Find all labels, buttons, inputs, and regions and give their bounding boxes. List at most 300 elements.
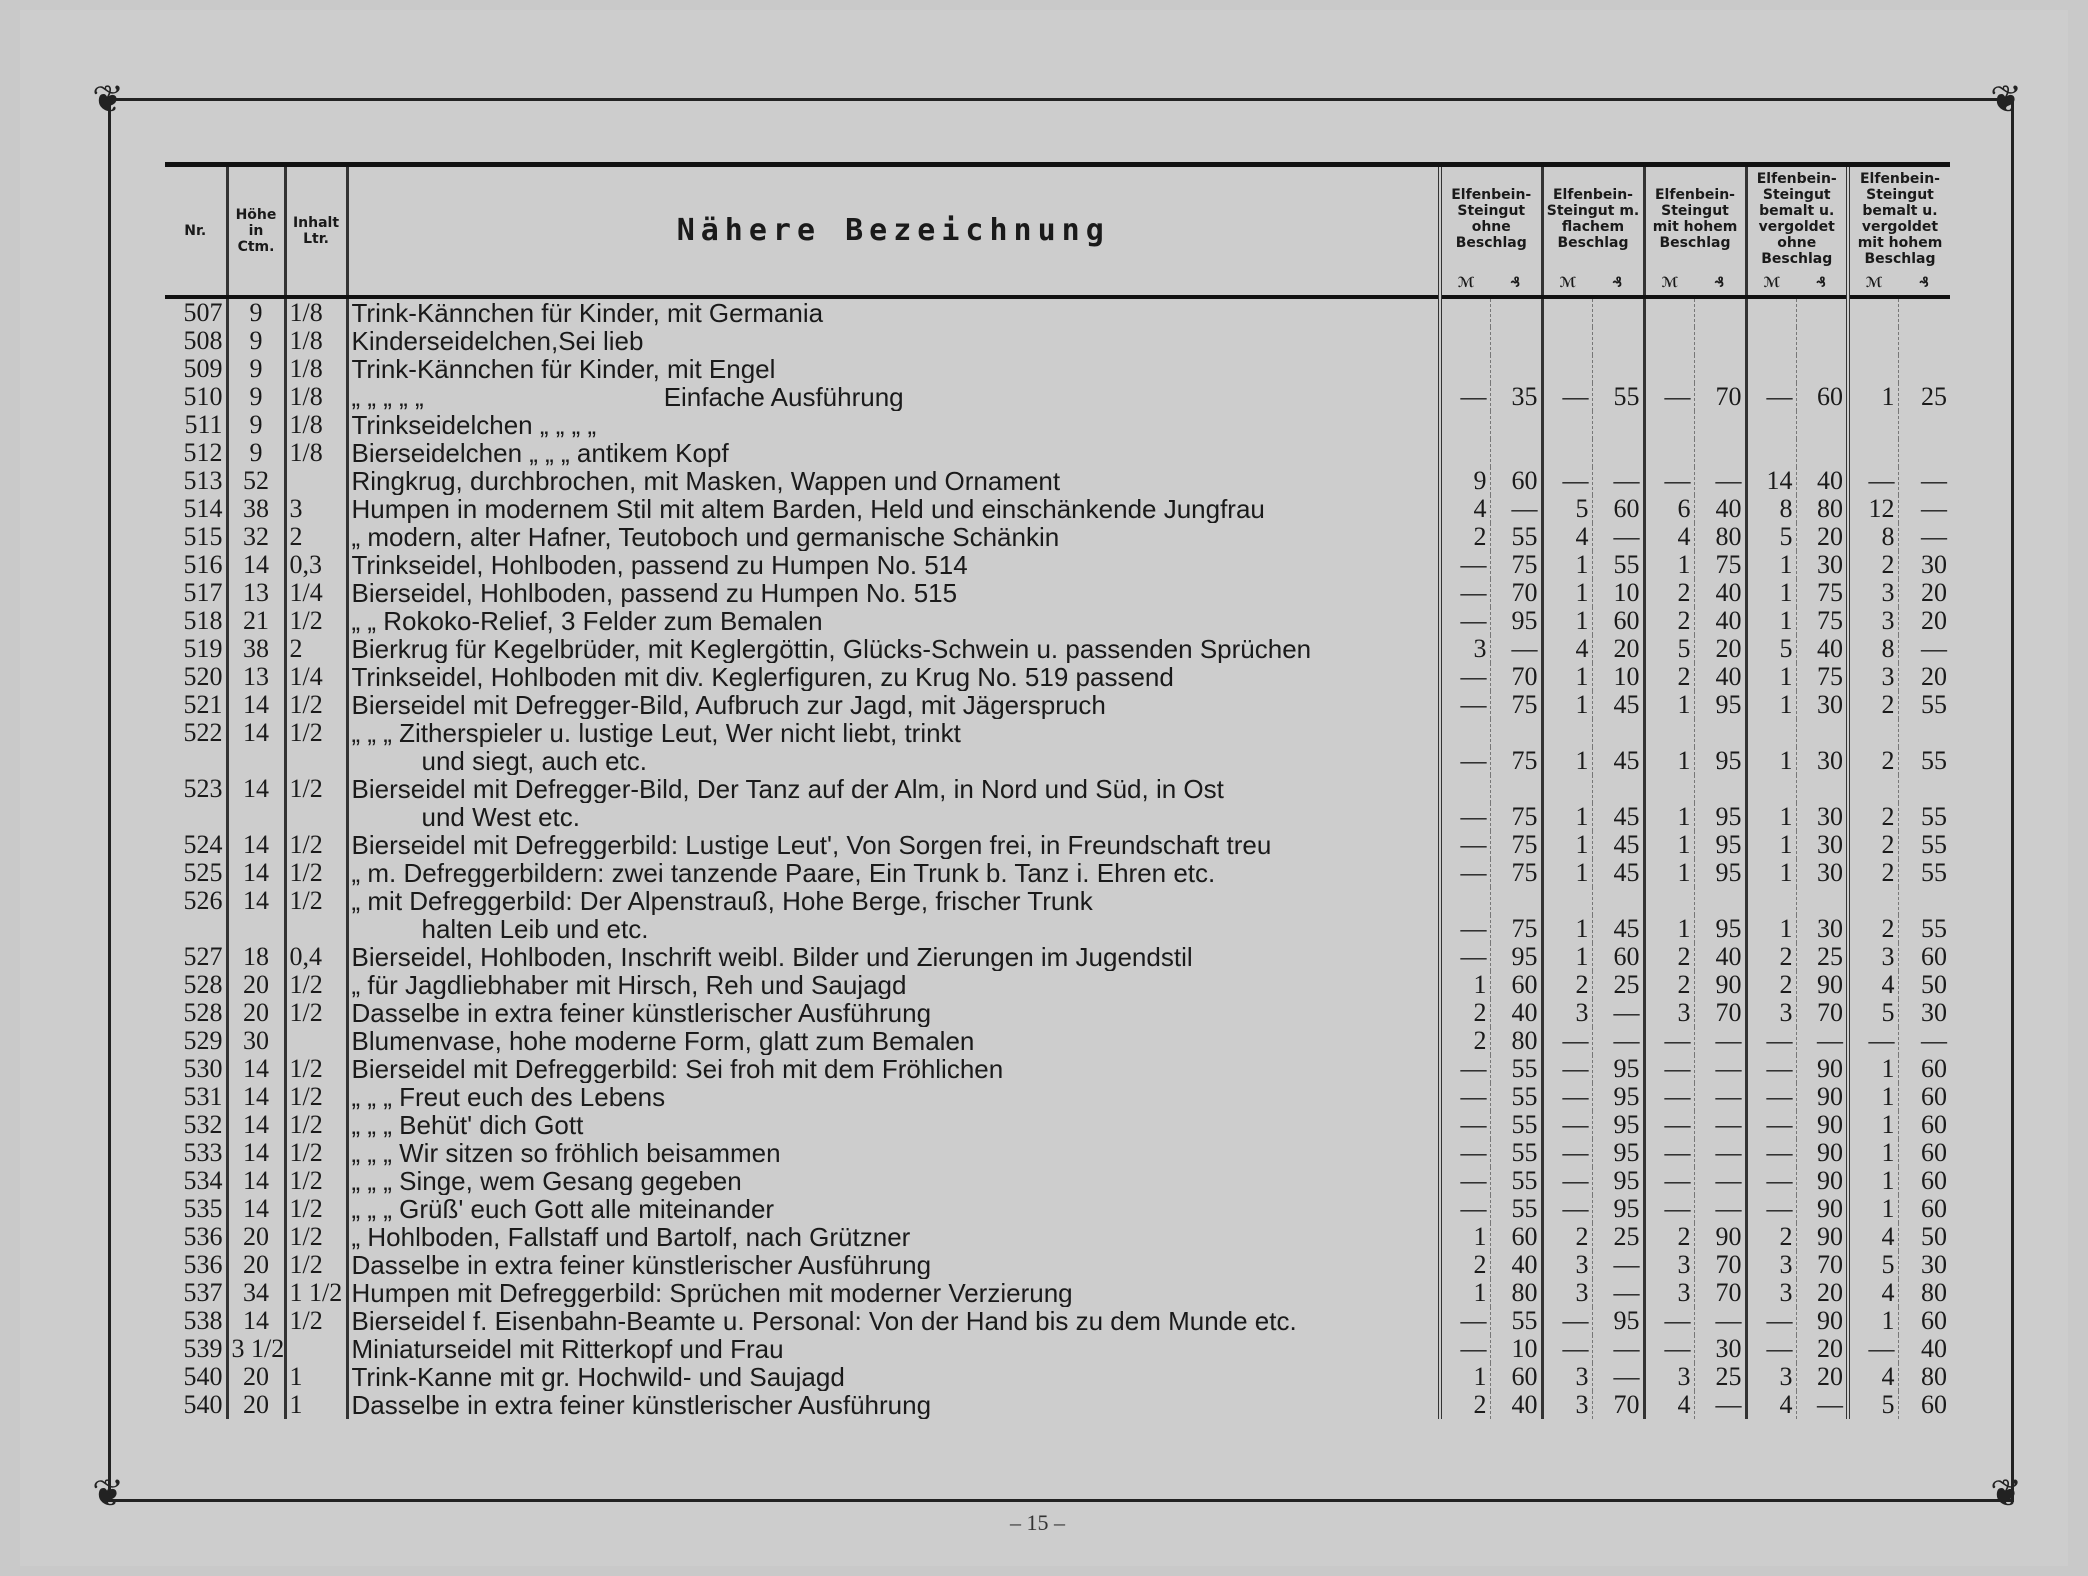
price-mark: 1 bbox=[1746, 551, 1796, 579]
item-description-text: Dasselbe in extra feiner künstlerischer Ausführung bbox=[351, 999, 932, 1027]
price-pfennig bbox=[1694, 411, 1746, 439]
item-description bbox=[347, 1223, 1440, 1251]
price-pfennig: 90 bbox=[1796, 971, 1848, 999]
item-volume: 1/2 bbox=[285, 1307, 347, 1335]
item-height bbox=[227, 803, 285, 831]
item-number: 521 bbox=[183, 690, 223, 719]
price-pfennig: 45 bbox=[1592, 859, 1644, 887]
price-mark: 3 bbox=[1644, 1279, 1694, 1307]
price-pfennig: 10 bbox=[1490, 1335, 1542, 1363]
price-mark: 12 bbox=[1848, 495, 1898, 523]
catalog-page bbox=[20, 10, 2068, 1566]
table-row-continuation bbox=[165, 747, 1950, 775]
price-pfennig: 95 bbox=[1694, 859, 1746, 887]
item-description bbox=[347, 1083, 1440, 1111]
price-pfennig: 20 bbox=[1898, 579, 1950, 607]
header-title: Nähere Bezeichnung bbox=[347, 165, 1440, 298]
item-description-text: Trink-Kanne mit gr. Hochwild- und Saujagd bbox=[351, 1363, 845, 1391]
price-mark bbox=[1848, 411, 1898, 439]
item-description bbox=[347, 1027, 1440, 1055]
price-mark: — bbox=[1644, 1195, 1694, 1223]
price-pfennig: 95 bbox=[1592, 1167, 1644, 1195]
price-pfennig bbox=[1796, 411, 1848, 439]
price-pfennig: — bbox=[1898, 467, 1950, 495]
price-mark: — bbox=[1644, 1167, 1694, 1195]
price-mark: 1 bbox=[1746, 803, 1796, 831]
price-mark: 5 bbox=[1542, 495, 1592, 523]
price-pfennig: 20 bbox=[1796, 1363, 1848, 1391]
price-pfennig: 60 bbox=[1592, 943, 1644, 971]
price-mark: 1 bbox=[1542, 803, 1592, 831]
table-row bbox=[165, 859, 1950, 887]
price-mark bbox=[1440, 439, 1490, 467]
item-description-text: Bierseidel f. Eisenbahn-Beamte u. Personal: Von der Hand bis zu dem Munde etc. bbox=[351, 1307, 1297, 1335]
item-volume: 1/4 bbox=[285, 579, 347, 607]
price-pfennig: 70 bbox=[1490, 579, 1542, 607]
item-description-text: „ mit Defreggerbild: Der Alpenstrauß, Hohe Berge, frischer Trunk bbox=[351, 887, 1093, 915]
price-pfennig bbox=[1490, 355, 1542, 383]
item-description-text: Trinkseidel, Hohlboden, passend zu Humpen No. 514 bbox=[351, 551, 968, 579]
price-pfennig bbox=[1592, 411, 1644, 439]
price-mark: 2 bbox=[1848, 915, 1898, 943]
item-description-text: Kinderseidelchen,Sei lieb bbox=[351, 327, 644, 355]
price-pfennig: 30 bbox=[1796, 859, 1848, 887]
price-mark: — bbox=[1746, 1335, 1796, 1363]
price-mark: 1 bbox=[1644, 551, 1694, 579]
price-pfennig bbox=[1898, 327, 1950, 355]
table-body bbox=[165, 297, 1950, 1419]
unit-mark: ℳ bbox=[1848, 271, 1898, 297]
item-description bbox=[347, 1195, 1440, 1223]
price-mark: 2 bbox=[1644, 663, 1694, 691]
item-volume: 1/8 bbox=[285, 411, 347, 439]
item-number: 529 bbox=[183, 1026, 223, 1055]
price-mark: 4 bbox=[1848, 1363, 1898, 1391]
price-pfennig: 20 bbox=[1796, 523, 1848, 551]
price-mark: 5 bbox=[1848, 999, 1898, 1027]
price-pfennig: 70 bbox=[1796, 1251, 1848, 1279]
price-mark bbox=[1746, 327, 1796, 355]
price-mark bbox=[1440, 719, 1490, 747]
price-pfennig: 25 bbox=[1592, 1223, 1644, 1251]
table-row bbox=[165, 1223, 1950, 1251]
item-description-text: „ m. Defreggerbildern: zwei tanzende Paare, Ein Trunk b. Tanz i. Ehren etc. bbox=[351, 859, 1216, 887]
price-mark bbox=[1440, 327, 1490, 355]
price-mark: — bbox=[1644, 1027, 1694, 1055]
price-mark: 14 bbox=[1746, 467, 1796, 495]
header-price-col-3: Elfenbein-Steingut mit hohem Beschlag bbox=[1644, 165, 1746, 272]
item-height: 38 bbox=[227, 635, 285, 663]
table-row bbox=[165, 999, 1950, 1027]
item-number: 522 bbox=[183, 718, 223, 747]
price-mark bbox=[1542, 439, 1592, 467]
price-pfennig: 70 bbox=[1694, 1251, 1746, 1279]
item-volume: 1/8 bbox=[285, 439, 347, 467]
item-volume: 0,3 bbox=[285, 551, 347, 579]
item-height: 14 bbox=[227, 1111, 285, 1139]
item-description-text: Ringkrug, durchbrochen, mit Masken, Wappen und Ornament bbox=[351, 467, 1061, 495]
item-height: 13 bbox=[227, 579, 285, 607]
table-row bbox=[165, 1139, 1950, 1167]
item-volume: 1/8 bbox=[285, 355, 347, 383]
price-pfennig: 30 bbox=[1796, 747, 1848, 775]
price-pfennig: 45 bbox=[1592, 831, 1644, 859]
scroll-ornament-icon: ❦ bbox=[1990, 1473, 2022, 1515]
item-description bbox=[347, 383, 1440, 411]
item-height: 20 bbox=[227, 1251, 285, 1279]
price-pfennig: 60 bbox=[1490, 971, 1542, 999]
item-height: 20 bbox=[227, 1223, 285, 1251]
table-row bbox=[165, 607, 1950, 635]
price-mark: — bbox=[1848, 1335, 1898, 1363]
price-mark: — bbox=[1542, 1027, 1592, 1055]
price-mark: 2 bbox=[1644, 971, 1694, 999]
item-description bbox=[347, 691, 1440, 719]
price-mark: 1 bbox=[1542, 663, 1592, 691]
price-mark: — bbox=[1440, 663, 1490, 691]
price-pfennig: 95 bbox=[1694, 747, 1746, 775]
price-pfennig bbox=[1796, 327, 1848, 355]
item-description-text: Humpen mit Defreggerbild: Sprüchen mit moderner Verzierung bbox=[351, 1279, 1073, 1307]
item-height: 9 bbox=[227, 355, 285, 383]
item-number: 537 bbox=[183, 1278, 223, 1307]
item-volume: 1/2 bbox=[285, 859, 347, 887]
table-row bbox=[165, 523, 1950, 551]
table-row bbox=[165, 439, 1950, 467]
item-description-text: „ „ „ „ „ bbox=[351, 383, 424, 411]
price-mark: 2 bbox=[1440, 1391, 1490, 1419]
item-description bbox=[347, 579, 1440, 607]
price-mark bbox=[1746, 719, 1796, 747]
price-pfennig: 30 bbox=[1796, 551, 1848, 579]
price-mark: 1 bbox=[1440, 1279, 1490, 1307]
price-mark: 1 bbox=[1746, 747, 1796, 775]
item-description bbox=[347, 439, 1440, 467]
price-pfennig: 75 bbox=[1796, 579, 1848, 607]
scroll-ornament-icon: ❦ bbox=[1990, 79, 2022, 121]
price-mark: 8 bbox=[1848, 635, 1898, 663]
item-number: 512 bbox=[183, 438, 223, 467]
price-mark: 1 bbox=[1746, 691, 1796, 719]
price-mark: 1 bbox=[1644, 691, 1694, 719]
table-row bbox=[165, 1111, 1950, 1139]
item-description bbox=[347, 915, 1440, 943]
item-description bbox=[347, 1391, 1440, 1419]
unit-pf: ₰ bbox=[1898, 271, 1950, 297]
item-height: 14 bbox=[227, 1083, 285, 1111]
price-mark bbox=[1746, 887, 1796, 915]
price-mark: 3 bbox=[1440, 635, 1490, 663]
price-mark: 1 bbox=[1644, 831, 1694, 859]
price-pfennig: 60 bbox=[1898, 1139, 1950, 1167]
price-pfennig bbox=[1490, 887, 1542, 915]
price-pfennig: 95 bbox=[1592, 1307, 1644, 1335]
price-mark bbox=[1542, 297, 1592, 327]
price-pfennig bbox=[1898, 719, 1950, 747]
item-number: 528 bbox=[183, 970, 223, 999]
item-number: 516 bbox=[183, 550, 223, 579]
table-header bbox=[165, 165, 1950, 272]
price-pfennig bbox=[1694, 355, 1746, 383]
price-mark: 1 bbox=[1746, 663, 1796, 691]
item-volume: 1/2 bbox=[285, 1139, 347, 1167]
item-volume: 1/2 bbox=[285, 971, 347, 999]
item-volume: 1/2 bbox=[285, 607, 347, 635]
item-description-text: „ für Jagdliebhaber mit Hirsch, Reh und Saujagd bbox=[351, 971, 907, 999]
item-number bbox=[165, 803, 227, 831]
price-pfennig: — bbox=[1490, 635, 1542, 663]
item-volume: 1/8 bbox=[285, 383, 347, 411]
item-volume: 1/2 bbox=[285, 1251, 347, 1279]
header-hoehe: Höhe in Ctm. bbox=[227, 165, 285, 298]
price-pfennig: 60 bbox=[1898, 1195, 1950, 1223]
price-pfennig: 75 bbox=[1490, 551, 1542, 579]
price-pfennig: — bbox=[1592, 1027, 1644, 1055]
price-pfennig: — bbox=[1694, 1307, 1746, 1335]
price-mark: — bbox=[1746, 1195, 1796, 1223]
price-mark: 1 bbox=[1848, 1083, 1898, 1111]
price-mark: 1 bbox=[1746, 579, 1796, 607]
item-volume bbox=[285, 1027, 347, 1055]
price-mark bbox=[1644, 297, 1694, 327]
price-pfennig: 25 bbox=[1694, 1363, 1746, 1391]
price-pfennig bbox=[1796, 887, 1848, 915]
price-mark: 1 bbox=[1848, 1167, 1898, 1195]
price-pfennig: 55 bbox=[1898, 831, 1950, 859]
price-mark: 2 bbox=[1746, 943, 1796, 971]
price-pfennig: — bbox=[1694, 1027, 1746, 1055]
unit-pf: ₰ bbox=[1694, 271, 1746, 297]
item-height: 20 bbox=[227, 1391, 285, 1419]
item-description-text: Bierseidel, Hohlboden, passend zu Humpen No. 515 bbox=[351, 579, 958, 607]
item-number: 539 bbox=[183, 1334, 223, 1363]
item-height: 34 bbox=[227, 1279, 285, 1307]
item-volume: 1/2 bbox=[285, 1195, 347, 1223]
price-pfennig: 55 bbox=[1898, 915, 1950, 943]
item-volume: 2 bbox=[285, 635, 347, 663]
price-mark: — bbox=[1440, 1111, 1490, 1139]
table-row bbox=[165, 971, 1950, 999]
price-pfennig bbox=[1592, 297, 1644, 327]
item-description bbox=[347, 467, 1440, 495]
item-description bbox=[347, 1279, 1440, 1307]
item-number: 515 bbox=[183, 522, 223, 551]
item-volume: 1 bbox=[285, 1363, 347, 1391]
price-pfennig: 75 bbox=[1694, 551, 1746, 579]
price-mark bbox=[1440, 297, 1490, 327]
item-description-text: Bierseidelchen „ „ „ antikem Kopf bbox=[351, 439, 729, 467]
price-pfennig: 55 bbox=[1898, 859, 1950, 887]
price-mark: — bbox=[1440, 1335, 1490, 1363]
price-pfennig: 90 bbox=[1796, 1307, 1848, 1335]
price-mark: 1 bbox=[1644, 915, 1694, 943]
price-pfennig: — bbox=[1592, 1335, 1644, 1363]
price-pfennig: 80 bbox=[1898, 1363, 1950, 1391]
price-mark: 3 bbox=[1542, 1251, 1592, 1279]
item-volume: 1/2 bbox=[285, 775, 347, 803]
item-description bbox=[347, 411, 1440, 439]
price-mark: — bbox=[1440, 1139, 1490, 1167]
price-pfennig: 60 bbox=[1898, 943, 1950, 971]
price-pfennig: 20 bbox=[1592, 635, 1644, 663]
price-pfennig: 95 bbox=[1592, 1055, 1644, 1083]
price-pfennig bbox=[1694, 297, 1746, 327]
price-mark bbox=[1644, 327, 1694, 355]
price-pfennig: 30 bbox=[1796, 691, 1848, 719]
item-description bbox=[347, 1307, 1440, 1335]
price-pfennig: — bbox=[1694, 1083, 1746, 1111]
table-row bbox=[165, 719, 1950, 747]
price-pfennig: 60 bbox=[1898, 1083, 1950, 1111]
price-pfennig: 40 bbox=[1490, 999, 1542, 1027]
price-mark: 1 bbox=[1848, 1307, 1898, 1335]
price-pfennig bbox=[1796, 719, 1848, 747]
item-number: 535 bbox=[183, 1194, 223, 1223]
price-mark: — bbox=[1440, 803, 1490, 831]
price-pfennig: 60 bbox=[1592, 607, 1644, 635]
price-mark: — bbox=[1542, 1055, 1592, 1083]
price-mark: 1 bbox=[1440, 1223, 1490, 1251]
price-pfennig: — bbox=[1898, 1027, 1950, 1055]
price-mark: — bbox=[1542, 467, 1592, 495]
price-pfennig: 75 bbox=[1796, 607, 1848, 635]
price-mark: — bbox=[1440, 551, 1490, 579]
price-mark bbox=[1542, 355, 1592, 383]
scroll-ornament-icon: ❦ bbox=[92, 79, 124, 121]
item-height: 14 bbox=[227, 775, 285, 803]
item-description bbox=[347, 775, 1440, 803]
price-mark: 3 bbox=[1746, 1251, 1796, 1279]
price-mark: — bbox=[1644, 1307, 1694, 1335]
price-mark: — bbox=[1542, 1195, 1592, 1223]
price-mark: 2 bbox=[1542, 971, 1592, 999]
price-pfennig: 45 bbox=[1592, 747, 1644, 775]
price-mark bbox=[1440, 355, 1490, 383]
price-mark: 5 bbox=[1746, 635, 1796, 663]
price-pfennig bbox=[1694, 775, 1746, 803]
price-pfennig: 60 bbox=[1490, 1363, 1542, 1391]
item-description bbox=[347, 999, 1440, 1027]
item-volume: 1 bbox=[285, 1391, 347, 1419]
price-mark: 1 bbox=[1542, 859, 1592, 887]
item-description-text: Trinkseidelchen „ „ „ „ bbox=[351, 411, 597, 439]
price-mark: 1 bbox=[1542, 579, 1592, 607]
price-pfennig: 70 bbox=[1490, 663, 1542, 691]
item-description bbox=[347, 1055, 1440, 1083]
price-mark: — bbox=[1644, 1055, 1694, 1083]
item-number: 520 bbox=[183, 662, 223, 691]
item-volume: 1/2 bbox=[285, 1223, 347, 1251]
price-mark bbox=[1542, 327, 1592, 355]
table-row bbox=[165, 775, 1950, 803]
price-pfennig: 70 bbox=[1796, 999, 1848, 1027]
price-mark bbox=[1746, 439, 1796, 467]
price-pfennig: — bbox=[1694, 1111, 1746, 1139]
price-pfennig bbox=[1694, 719, 1746, 747]
price-pfennig: 30 bbox=[1796, 915, 1848, 943]
price-mark: 3 bbox=[1644, 1251, 1694, 1279]
price-pfennig: 55 bbox=[1490, 1055, 1542, 1083]
price-pfennig: 60 bbox=[1898, 1167, 1950, 1195]
item-height: 14 bbox=[227, 719, 285, 747]
price-mark: — bbox=[1746, 1307, 1796, 1335]
price-mark: — bbox=[1644, 467, 1694, 495]
item-volume: 1 1/2 bbox=[285, 1279, 347, 1307]
item-description bbox=[347, 971, 1440, 999]
item-description bbox=[347, 1335, 1440, 1363]
item-description bbox=[347, 635, 1440, 663]
table-row bbox=[165, 1279, 1950, 1307]
price-pfennig: 10 bbox=[1592, 663, 1644, 691]
price-mark: 3 bbox=[1542, 1391, 1592, 1419]
item-volume bbox=[285, 915, 347, 943]
price-mark: 3 bbox=[1848, 943, 1898, 971]
item-height: 14 bbox=[227, 887, 285, 915]
price-mark: 4 bbox=[1848, 1223, 1898, 1251]
table-row bbox=[165, 1055, 1950, 1083]
price-mark: 2 bbox=[1848, 831, 1898, 859]
price-mark: 1 bbox=[1848, 383, 1898, 411]
price-mark bbox=[1644, 719, 1694, 747]
header-price-col-4: Elfenbein-Steingut bemalt u. vergoldet ohne Beschlag bbox=[1746, 165, 1848, 272]
item-number: 513 bbox=[183, 466, 223, 495]
price-pfennig: — bbox=[1592, 999, 1644, 1027]
price-mark: 6 bbox=[1644, 495, 1694, 523]
price-mark: 4 bbox=[1542, 523, 1592, 551]
item-number: 530 bbox=[183, 1054, 223, 1083]
table-row bbox=[165, 495, 1950, 523]
price-pfennig: 20 bbox=[1796, 1279, 1848, 1307]
item-number: 518 bbox=[183, 606, 223, 635]
price-pfennig bbox=[1592, 355, 1644, 383]
price-pfennig: 95 bbox=[1592, 1111, 1644, 1139]
price-mark: — bbox=[1440, 607, 1490, 635]
price-pfennig: 40 bbox=[1796, 635, 1848, 663]
price-mark: — bbox=[1440, 579, 1490, 607]
table-row bbox=[165, 467, 1950, 495]
price-mark bbox=[1746, 297, 1796, 327]
price-mark: — bbox=[1542, 1083, 1592, 1111]
price-mark: 8 bbox=[1848, 523, 1898, 551]
price-pfennig: 60 bbox=[1898, 1111, 1950, 1139]
item-number: 514 bbox=[183, 494, 223, 523]
price-mark: 2 bbox=[1746, 971, 1796, 999]
item-number: 532 bbox=[183, 1110, 223, 1139]
price-mark: 2 bbox=[1440, 523, 1490, 551]
group-note: Einfache Ausführung bbox=[663, 383, 904, 411]
item-description bbox=[347, 523, 1440, 551]
price-pfennig: 40 bbox=[1694, 495, 1746, 523]
price-pfennig: 50 bbox=[1898, 1223, 1950, 1251]
price-pfennig: — bbox=[1592, 1251, 1644, 1279]
item-volume: 1/2 bbox=[285, 999, 347, 1027]
item-description bbox=[347, 327, 1440, 355]
item-number: 509 bbox=[183, 354, 223, 383]
unit-mark: ℳ bbox=[1542, 271, 1592, 297]
price-mark: — bbox=[1542, 1335, 1592, 1363]
price-pfennig: 40 bbox=[1694, 607, 1746, 635]
price-pfennig: 30 bbox=[1694, 1335, 1746, 1363]
item-description-text: Bierseidel mit Defreggerbild: Lustige Leut', Von Sorgen frei, in Freundschaft treu bbox=[351, 831, 1272, 859]
item-description bbox=[347, 297, 1440, 327]
price-pfennig: 40 bbox=[1490, 1251, 1542, 1279]
item-height: 9 bbox=[227, 297, 285, 327]
price-pfennig bbox=[1898, 775, 1950, 803]
price-mark: 1 bbox=[1542, 551, 1592, 579]
price-mark: — bbox=[1848, 467, 1898, 495]
price-pfennig: 80 bbox=[1898, 1279, 1950, 1307]
price-mark: 1 bbox=[1542, 747, 1592, 775]
